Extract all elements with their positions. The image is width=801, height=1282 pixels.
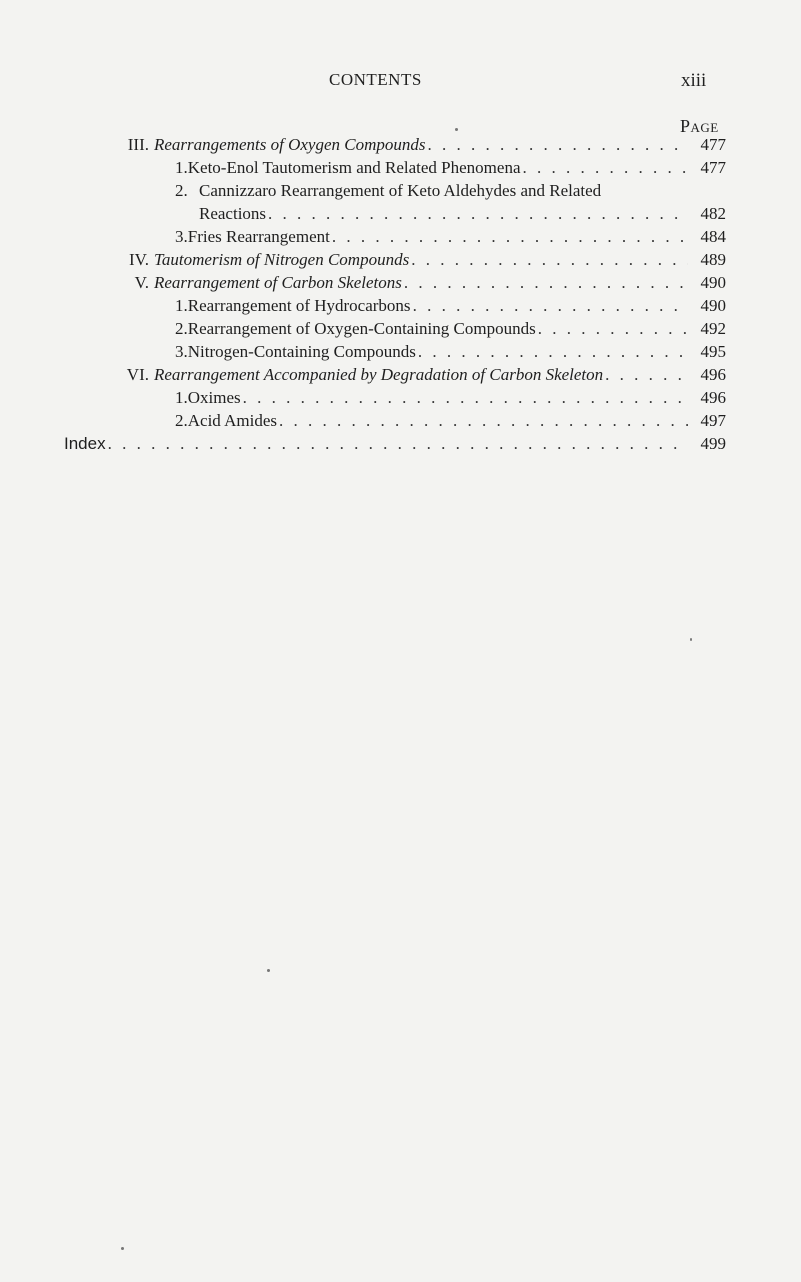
toc-entry-sub[interactable]: [175, 295, 726, 317]
toc-entry-title: Nitrogen-Containing Compounds: [187, 342, 416, 361]
running-head-page-number: xiii: [681, 70, 707, 91]
toc-section-number: V.: [134, 273, 149, 292]
page-column-label: Page: [680, 116, 719, 136]
toc-entry-section-iv[interactable]: [101, 249, 726, 271]
toc-page-number: 489: [700, 250, 726, 269]
toc-entry-title: Oximes: [187, 388, 241, 407]
toc-page-number: 482: [700, 204, 726, 223]
running-head-title: CONTENTS: [329, 70, 422, 89]
toc-entry-index[interactable]: [64, 433, 726, 455]
toc-entry-title: Fries Rearrangement: [187, 227, 330, 246]
dot-leaders: [279, 410, 688, 432]
dot-leaders: [268, 203, 688, 225]
toc-entry-title: Rearrangements of Oxygen Compounds: [154, 135, 426, 154]
toc-page-number: 496: [700, 365, 726, 384]
toc-item-number: 2.: [175, 411, 188, 430]
toc-page-number: 490: [700, 296, 726, 315]
print-speck: [690, 638, 692, 641]
dot-leaders: [108, 433, 688, 455]
toc-section-number: III.: [127, 135, 149, 154]
toc-item-number: 3.: [175, 342, 188, 361]
dot-leaders: [243, 387, 688, 409]
dot-leaders: [538, 318, 688, 340]
print-speck: [121, 1247, 124, 1250]
toc-entry-title: Rearrangement Accompanied by Degradation of Carbon Skeleton: [154, 365, 604, 384]
toc-entry-sub[interactable]: [175, 387, 726, 409]
dot-leaders: [523, 157, 689, 179]
toc-entry-section-iii[interactable]: [101, 134, 726, 156]
dot-leaders: [605, 364, 688, 386]
toc-entry-title: Acid Amides: [187, 411, 277, 430]
toc-section-number: IV.: [129, 250, 149, 269]
toc-item-number: 2.: [175, 319, 188, 338]
dot-leaders: [332, 226, 688, 248]
toc-entry-sub[interactable]: [175, 180, 726, 202]
toc-page-number: 499: [700, 434, 726, 453]
dot-leaders: [418, 341, 688, 363]
toc-entry-title: Rearrangement of Hydrocarbons: [187, 296, 411, 315]
toc-page-number: 477: [700, 158, 726, 177]
dot-leaders: [411, 249, 688, 271]
toc-item-number: 1.: [175, 296, 188, 315]
toc-item-number: 1.: [175, 388, 188, 407]
toc-page-number: 492: [700, 319, 726, 338]
toc-entry-section-v[interactable]: [101, 272, 726, 294]
toc-item-number: 3.: [175, 227, 188, 246]
toc-page-number: 495: [700, 342, 726, 361]
toc-entry-sub-continuation[interactable]: [199, 203, 726, 225]
toc-entry-title: Keto-Enol Tautomerism and Related Phenomena: [187, 158, 521, 177]
toc-entry-sub[interactable]: [175, 318, 726, 340]
toc-entry-sub[interactable]: [175, 226, 726, 248]
toc-entry-title: Rearrangement of Carbon Skeletons: [154, 273, 402, 292]
toc-item-number: 1.: [175, 158, 188, 177]
dot-leaders: [413, 295, 688, 317]
toc-entry-title: Rearrangement of Oxygen-Containing Compounds: [187, 319, 536, 338]
toc-entry-title: Reactions: [199, 204, 267, 223]
toc-entry-title: Index: [64, 434, 106, 453]
toc-page-number: 497: [700, 411, 726, 430]
toc-item-number: 2.: [175, 181, 188, 200]
toc-entry-sub[interactable]: [175, 410, 726, 432]
toc-page-number: 496: [700, 388, 726, 407]
toc-page-number: 484: [700, 227, 726, 246]
print-speck: [455, 128, 458, 131]
toc-entry-sub[interactable]: [175, 157, 726, 179]
toc-page-number: 477: [700, 135, 726, 154]
toc-entry-title: Cannizzaro Rearrangement of Keto Aldehydes and Related: [199, 181, 602, 200]
toc-entry-section-vi[interactable]: [101, 364, 726, 386]
toc-entry-title: Tautomerism of Nitrogen Compounds: [154, 250, 410, 269]
dot-leaders: [404, 272, 688, 294]
toc-section-number: VI.: [126, 365, 149, 384]
dot-leaders: [428, 134, 689, 156]
print-speck: [267, 969, 270, 972]
toc-page-number: 490: [700, 273, 726, 292]
toc-entry-sub[interactable]: [175, 341, 726, 363]
